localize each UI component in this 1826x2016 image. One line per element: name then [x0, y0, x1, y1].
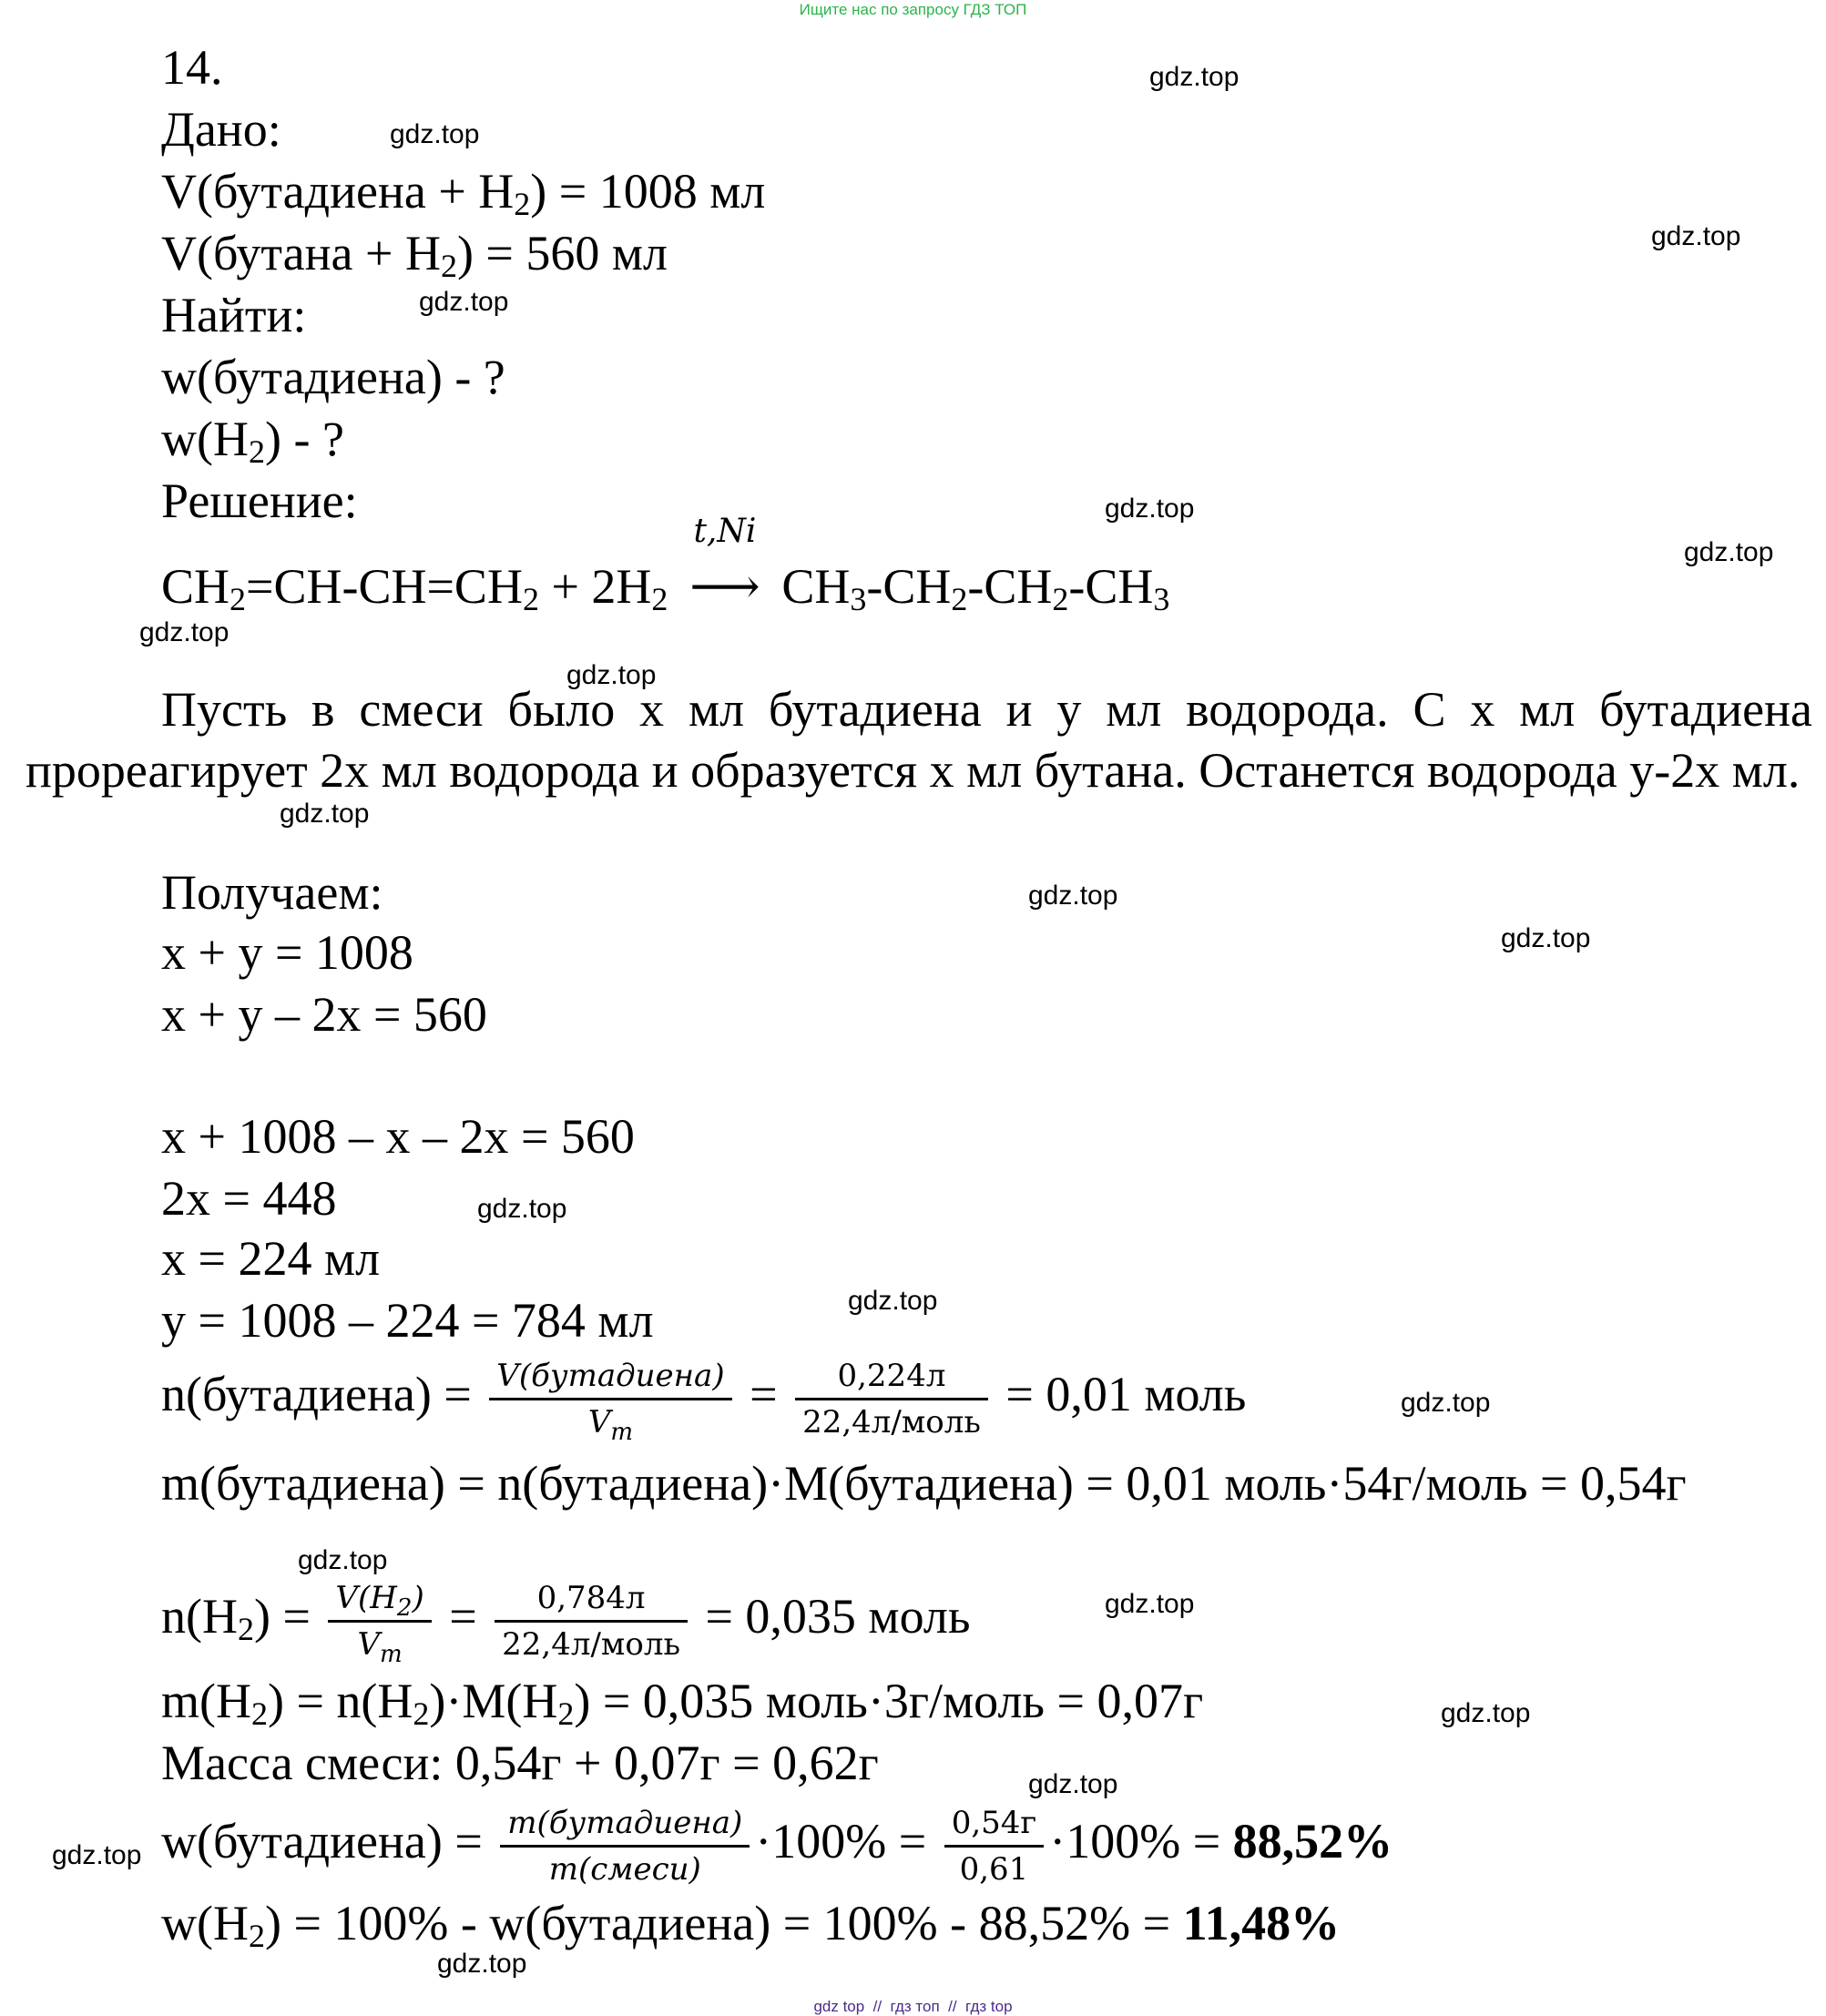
top-banner: Ищите нас по запросу ГДЗ ТОП [799, 1, 1027, 18]
solution-paragraph: Пусть в смеси было x мл бутадиена и y мл водорода. С x мл бутадиена прореагирует 2x мл водорода и образуется x мл бутана. Останется водорода y-2x мл. [26, 682, 1812, 798]
equation-2: x + y – 2x = 560 [161, 987, 487, 1042]
n-h2-formula: $n(H_2)$ = $\frac{V(H_2)}{V_m}$ = $\frac{0,784л}{\text{22,4л/моль}}$ = 0,035 моль [161, 1580, 971, 1669]
w-h2-formula: $w(H_2) = 100\%$ - w(бутадиена) = 100% - 88,52% = 11,48% [161, 1896, 1341, 1954]
fraction: $\frac{V(H_2)}{V_m}$ [328, 1578, 431, 1665]
reaction-conditions: t,Ni [693, 513, 757, 550]
watermark: gdz.top [848, 1286, 938, 1316]
watermark: gdz.top [477, 1194, 567, 1224]
problem-number: 14. [161, 40, 223, 95]
w-butadiene-result: 88,52% [1232, 1814, 1393, 1868]
watermark: gdz.top [1105, 1589, 1195, 1619]
get-label: Получаем: [161, 865, 383, 920]
watermark: gdz.top [566, 660, 657, 690]
fraction: $\frac{\text{m(бутадиена)}}{\text{m(смеси)}}$ [500, 1803, 750, 1889]
n-butadiene-formula: n(бутадиена) = $\frac{\text{V(бутадиена)}}{V_m}$ = $\frac{0,224л}{\text{22,4л/моль}}$ = 0,01 моль [161, 1358, 1247, 1447]
m-h2-formula: $m(H_2) = n(H_2)\cdot M(H_2) = 0,035$ моль·3г/моль = 0,07г [161, 1674, 1204, 1732]
given-line-2: V(бутана + $H_2) = 560$ мл [161, 226, 668, 284]
watermark: gdz.top [280, 799, 370, 829]
equation-6: y = 1008 – 224 = 784 мл [161, 1293, 654, 1348]
w-h2-result: 11,48% [1182, 1896, 1341, 1950]
fraction: $\frac{0,784л}{\text{22,4л/моль}}$ [495, 1578, 688, 1665]
footer-links: gdz top // гдз топ // гдз top [813, 1998, 1013, 2015]
given-label: Дано: [161, 102, 281, 157]
find-line-2: $w(H_2)$ - ? [161, 412, 344, 470]
fraction: $\frac{0,224л}{\text{22,4л/моль}}$ [795, 1356, 988, 1442]
w-butadiene-formula: w(бутадиена) = $\frac{\text{m(бутадиена)}}{\text{m(смеси)}}$ ·100% = $\frac{0,54г}{0,61}$ ·100% = 88,52% [161, 1805, 1393, 1889]
find-line-1: w(бутадиена) - ? [161, 350, 505, 404]
reaction-arrow: t,Ni ⟶ [680, 559, 770, 614]
solution-label: Решение: [161, 473, 358, 528]
watermark: gdz.top [1684, 537, 1774, 567]
equation-1: x + y = 1008 [161, 925, 413, 980]
watermark: gdz.top [1028, 881, 1118, 911]
watermark: gdz.top [1651, 221, 1741, 251]
watermark: gdz.top [1501, 923, 1591, 953]
equation-5: x = 224 мл [161, 1231, 381, 1286]
fraction: $\frac{\text{V(бутадиена)}}{V_m}$ [489, 1356, 731, 1442]
equation-3: x + 1008 – x – 2x = 560 [161, 1109, 635, 1164]
watermark: gdz.top [1441, 1698, 1531, 1728]
watermark: gdz.top [1028, 1769, 1118, 1799]
find-label: Найти: [161, 288, 307, 342]
watermark: gdz.top [298, 1545, 388, 1575]
watermark: gdz.top [1149, 62, 1239, 92]
reaction-equation: $CH_2=CH-CH=CH_2 + 2H_2$ t,Ni ⟶ $CH_3-CH_2-CH_2-CH_3$ [161, 513, 1170, 617]
watermark: gdz.top [139, 617, 230, 647]
watermark: gdz.top [1105, 494, 1195, 524]
m-butadiene-formula: m(бутадиена) = n(бутадиена)·M(бутадиена) = 0,01 моль·54г/моль = 0,54г [161, 1456, 1687, 1511]
watermark: gdz.top [1401, 1388, 1491, 1418]
watermark: gdz.top [390, 119, 480, 149]
watermark: gdz.top [52, 1840, 142, 1870]
watermark: gdz.top [419, 287, 509, 317]
given-line-1: V(бутадиена + $H_2) = 1008$ мл [161, 164, 766, 222]
watermark: gdz.top [437, 1949, 527, 1979]
equation-4: 2x = 448 [161, 1171, 337, 1226]
mixture-mass: Масса смеси: 0,54г + 0,07г = 0,62г [161, 1736, 879, 1790]
fraction: $\frac{0,54г}{0,61}$ [944, 1803, 1045, 1889]
